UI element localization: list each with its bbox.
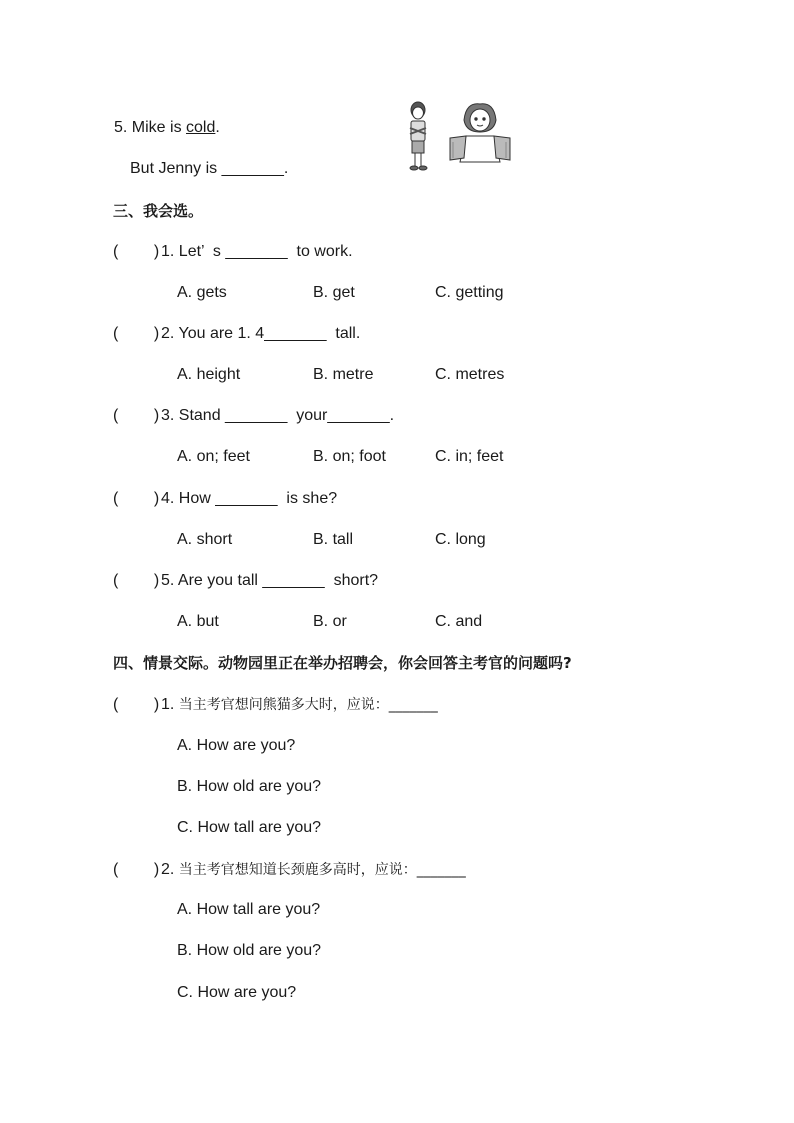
option-a: A. How tall are you?	[177, 901, 321, 918]
question-text: 当主考官想问熊猫多大时，应说：_______	[178, 697, 438, 713]
question-number: 1.	[161, 696, 179, 713]
option-c: C. long	[435, 531, 486, 548]
q5-underlined-word: cold	[186, 119, 216, 136]
answer-bracket[interactable]: ( )	[113, 243, 160, 260]
option-c: C. getting	[435, 284, 504, 301]
section3-heading: 三、我会选。	[113, 202, 204, 220]
answer-bracket[interactable]: ( )	[113, 696, 160, 713]
option-c: C. metres	[435, 366, 505, 383]
hot-girl-figure	[450, 104, 510, 162]
option-b: B. How old are you?	[177, 778, 322, 795]
option-c: C. How tall are you?	[177, 819, 322, 836]
option-b: B. on; foot	[313, 448, 386, 465]
option-a: A. short	[177, 531, 233, 548]
question-stem: 5. Are you tall _______ short?	[161, 572, 379, 589]
option-b: B. or	[313, 613, 347, 630]
option-c: C. and	[435, 613, 483, 630]
section4-heading: 四、情景交际。动物园里正在举办招聘会，你会回答主考官的问题吗?	[113, 654, 572, 672]
question-stem: 4. How _______ is she?	[161, 490, 338, 507]
question-number: 2.	[161, 861, 179, 878]
q5-prefix: 5. Mike is	[114, 119, 187, 136]
question-text: 当主考官想知道长颈鹿多高时，应说：_______	[178, 862, 466, 878]
q5-line1	[114, 118, 220, 138]
q5-line2: But Jenny is _______.	[130, 160, 289, 177]
option-b: B. get	[313, 284, 355, 301]
option-a: A. gets	[177, 284, 227, 301]
answer-bracket[interactable]: ( )	[113, 572, 160, 589]
option-a: A. on; feet	[177, 448, 250, 465]
answer-bracket[interactable]: ( )	[113, 490, 160, 507]
option-a: A. How are you?	[177, 737, 296, 754]
answer-bracket[interactable]: ( )	[113, 861, 160, 878]
answer-bracket[interactable]: ( )	[113, 407, 160, 424]
option-b: B. tall	[313, 531, 354, 548]
answer-bracket[interactable]: ( )	[113, 325, 160, 342]
option-a: A. height	[177, 366, 241, 383]
question-stem	[161, 695, 438, 715]
question-stem	[161, 860, 466, 880]
cold-boy-figure	[410, 102, 427, 170]
question-stem: 2. You are 1. 4_______ tall.	[161, 325, 361, 342]
option-c: C. in; feet	[435, 448, 504, 465]
question-stem: 3. Stand _______ your_______.	[161, 407, 395, 424]
cold-hot-children-illustration	[400, 100, 518, 175]
option-b: B. How old are you?	[177, 942, 322, 959]
option-b: B. metre	[313, 366, 374, 383]
q5-suffix: .	[215, 119, 220, 136]
question-stem: 1. Let’ s _______ to work.	[161, 243, 353, 260]
option-a: A. but	[177, 613, 219, 630]
option-c: C. How are you?	[177, 984, 297, 1001]
